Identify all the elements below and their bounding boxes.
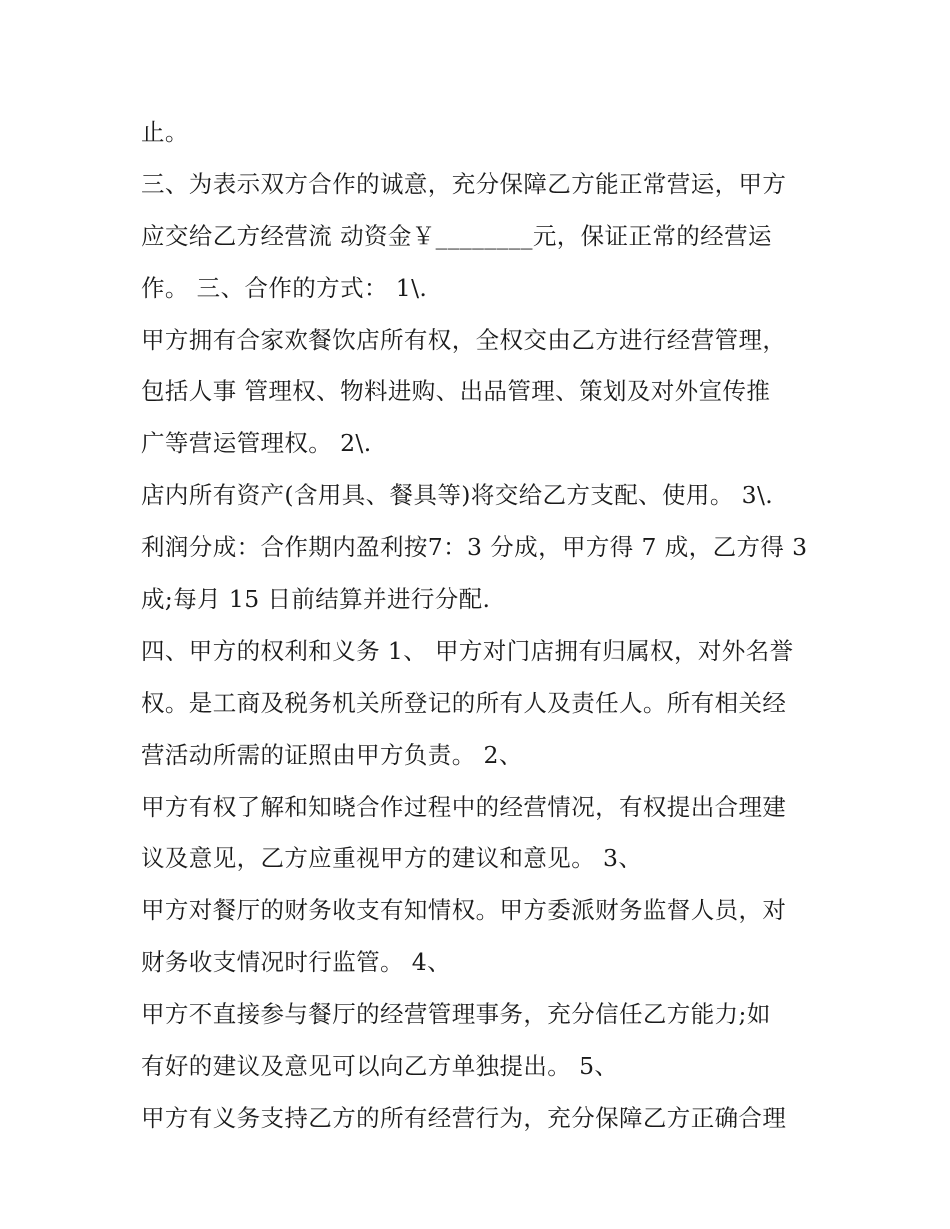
document-body xyxy=(141,107,831,1145)
text-line: 甲方有权了解和知晓合作过程中的经营情况，有权提出合理建 xyxy=(141,792,787,821)
text-line: 包括人事 管理权、物料进购、出品管理、策划及对外宣传推 xyxy=(141,377,771,406)
text-line: 权。是工商及税务机关所登记的所有人及责任人。所有相关经 xyxy=(141,688,787,717)
text-line: 应交给乙方经营流 动资金￥________元，保证正常的经营运 xyxy=(141,221,772,250)
text-line: 甲方有义务支持乙方的所有经营行为，充分保障乙方正确合理 xyxy=(141,1103,787,1132)
text-line: 店内所有资产(含用具、餐具等)将交给乙方支配、使用。 3\. xyxy=(141,481,774,510)
text-line: 成;每月 15 日前结算并进行分配. xyxy=(141,585,491,614)
text-line: 三、为表示双方合作的诚意，充分保障乙方能正常营运，甲方 xyxy=(141,169,787,198)
text-line: 议及意见，乙方应重视甲方的建议和意见。 3、 xyxy=(141,844,643,873)
text-line: 甲方不直接参与餐厅的经营管理事务，充分信任乙方能力;如 xyxy=(141,1000,771,1029)
text-line: 止。 xyxy=(141,118,189,146)
text-line: 财务收支情况时行监管。 4、 xyxy=(141,948,452,977)
text-line: 广等营运管理权。 2\. xyxy=(141,429,372,458)
text-line: 作。 三、合作的方式： 1\. xyxy=(141,273,428,302)
text-line: 四、甲方的权利和义务 1、 甲方对门店拥有归属权，对外名誉 xyxy=(141,636,794,665)
text-line: 营活动所需的证照由甲方负责。 2、 xyxy=(141,740,523,769)
text-line: 甲方拥有合家欢餐饮店所有权，全权交由乙方进行经营管理， xyxy=(141,325,787,354)
text-line: 有好的建议及意见可以向乙方单独提出。 5、 xyxy=(141,1052,619,1081)
text-line: 甲方对餐厅的财务收支有知情权。甲方委派财务监督人员，对 xyxy=(141,896,787,925)
text-line: 利润分成：合作期内盈利按7：3 分成，甲方得 7 成，乙方得 3 xyxy=(141,533,808,562)
